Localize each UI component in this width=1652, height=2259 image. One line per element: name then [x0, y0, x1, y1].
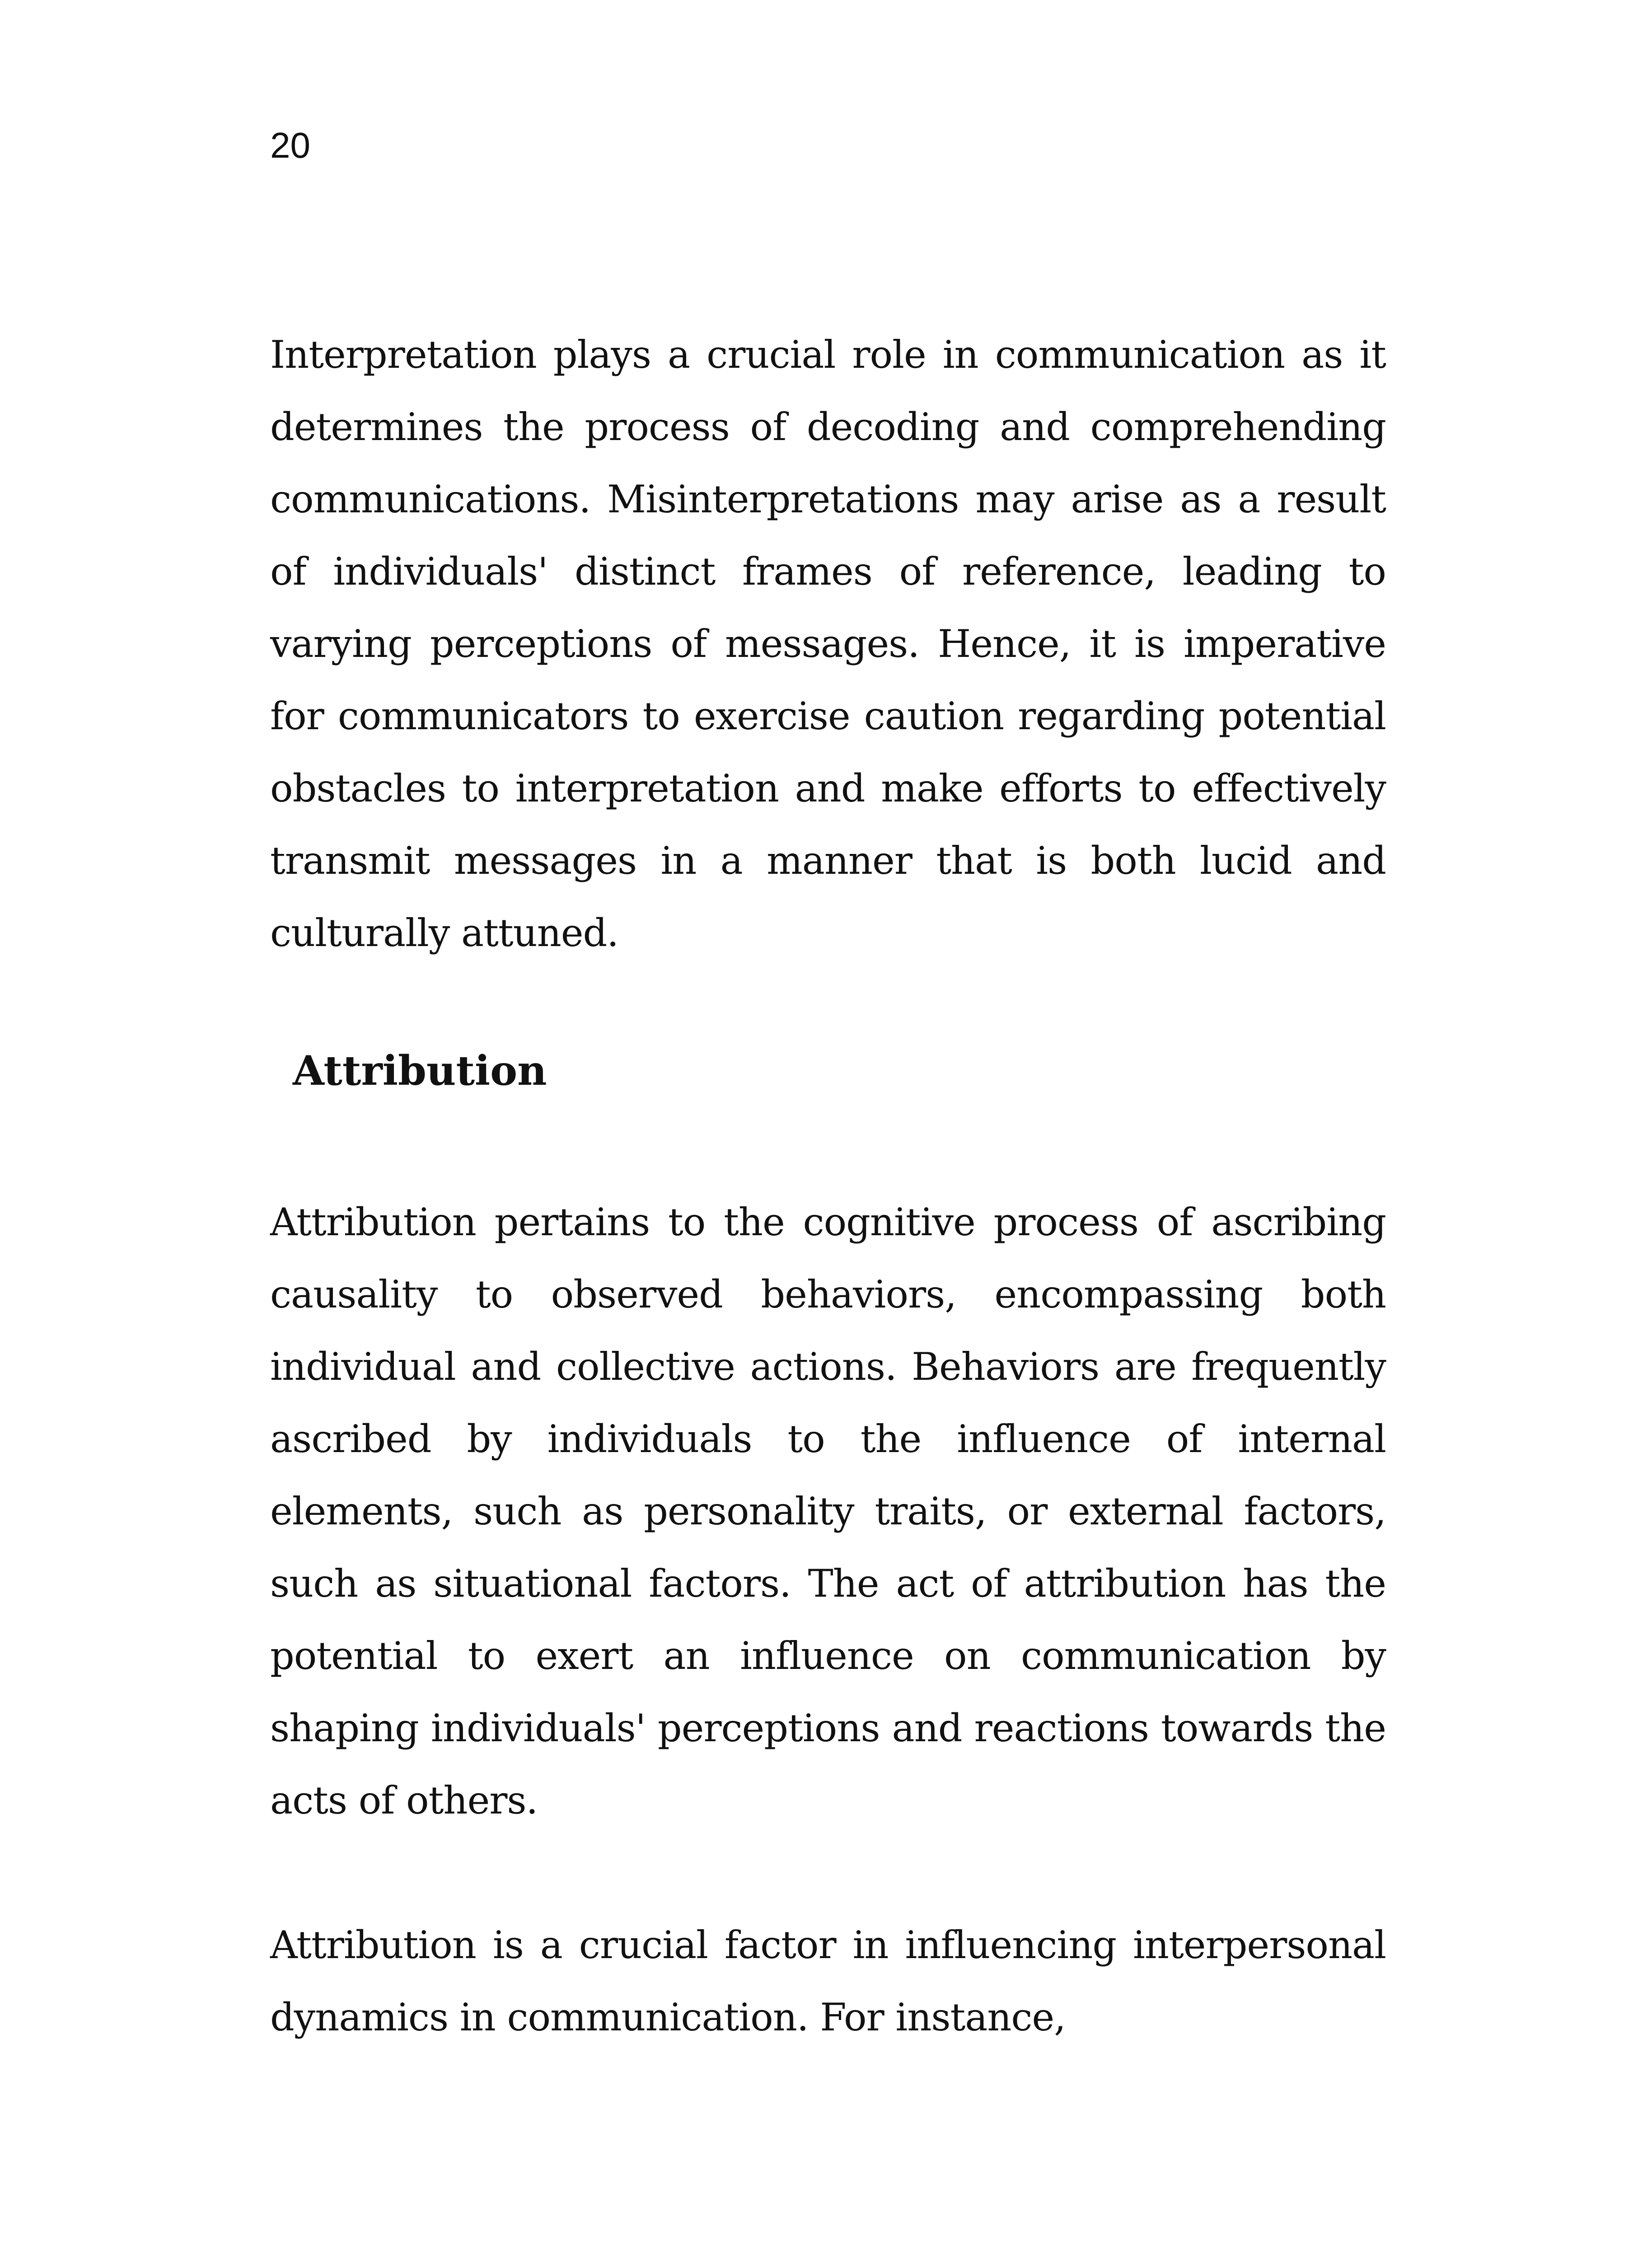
paragraph-text: Attribution is a crucial factor in influencing interpersonal dynamics in communication. For instance, — [270, 1923, 1386, 2039]
section-heading-attribution: Attribution — [293, 1047, 547, 1095]
page-number: 20 — [270, 125, 310, 165]
paragraph-text: Interpretation plays a crucial role in communication as it determines the process of decoding and comprehending communications. Misinterpretations may arise as a result of individuals' distinct frames of reference, leading to varying perceptions of messages. Hence, it is imperative for communicators to exercise caution regarding potential obstacles to interpretation and make efforts to effectively transmit messages in a manner that is both lucid and culturally attuned. — [270, 333, 1386, 955]
paragraph-interpretation — [270, 319, 1386, 969]
paragraph-text: Attribution pertains to the cognitive process of ascribing causality to observed behaviors, encompassing both individual and collective actions. Behaviors are frequently ascribed by individuals to the influence of internal elements, such as personality traits, or external factors, such as situational factors. The act of attribution has the potential to exert an influence on communication by shaping individuals' perceptions and reactions towards the acts of others. — [270, 1200, 1386, 1823]
paragraph-attribution-dynamics — [270, 1909, 1386, 2053]
paragraph-attribution-definition — [270, 1186, 1386, 1837]
